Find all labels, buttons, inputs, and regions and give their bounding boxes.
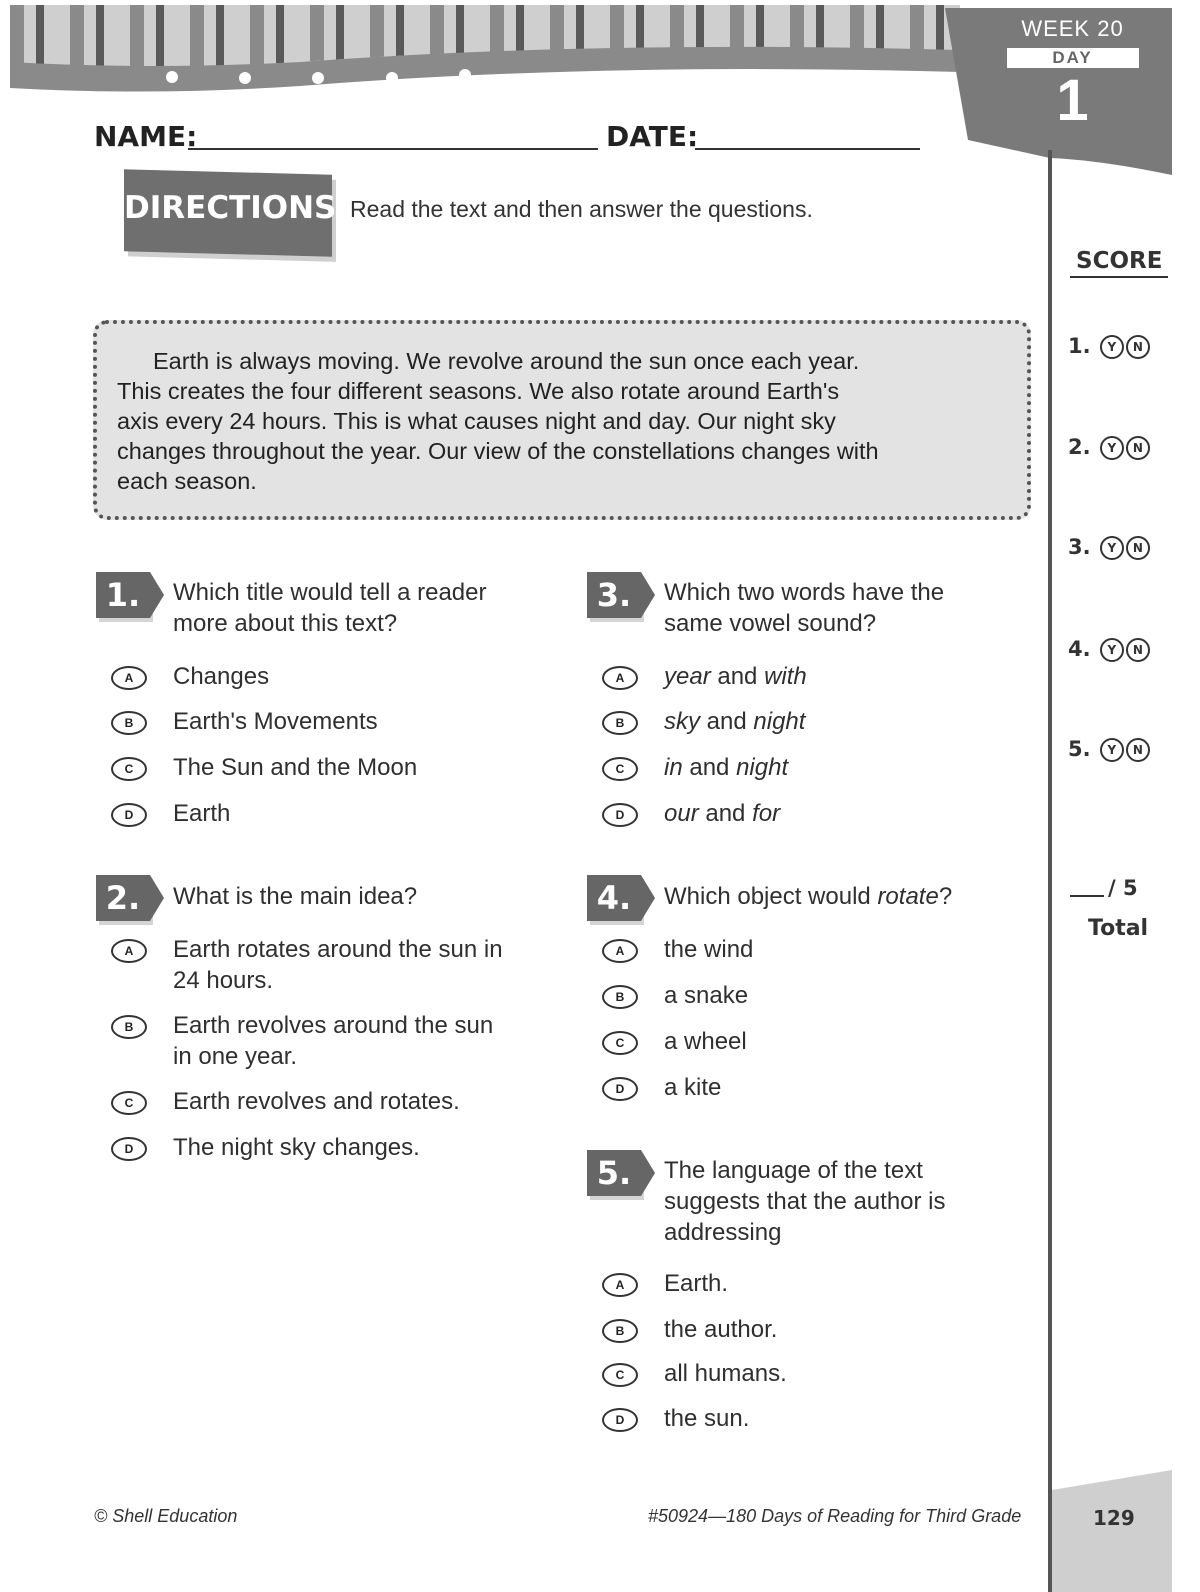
score-label: SCORE [1070,248,1168,278]
word: year [664,663,711,690]
option-text: Earth's Movements [173,708,378,735]
no-bubble[interactable]: N [1126,738,1150,762]
passage-line: Earth is always moving. We revolve around the sun once each year. [153,348,860,374]
question-1-text [173,577,486,639]
score-number: 1. [1068,334,1091,358]
score-item-1 [1068,334,1150,359]
word: with [764,663,807,690]
week-label: WEEK 20 [1021,16,1124,41]
question-4-badge: 4. [587,875,641,921]
total-score-field[interactable] [1070,895,1104,897]
option-text [173,934,503,996]
word: sky [664,708,700,735]
option-text: a kite [664,1074,722,1101]
score-item-5 [1068,737,1150,762]
question-text-line: suggests that the author is [664,1188,946,1215]
option-b-bubble[interactable]: B [111,711,147,735]
page-tab [1052,1470,1172,1592]
question-text-line: Which title would tell a reader [173,579,487,606]
day-label: DAY [1007,48,1139,68]
date-field[interactable] [695,148,920,150]
option-c-bubble[interactable]: C [602,1031,638,1055]
option-c-bubble[interactable]: C [602,1363,638,1387]
yes-bubble[interactable]: Y [1100,536,1124,560]
name-label: NAME: [94,120,198,153]
option-a-bubble[interactable]: A [111,666,147,690]
option-d-bubble[interactable]: D [602,803,638,827]
question-3-text [664,577,944,639]
option-text [173,1010,493,1072]
option-a-bubble[interactable]: A [602,939,638,963]
yes-bubble[interactable]: Y [1100,738,1124,762]
passage-line: each season. [117,468,257,494]
passage-line: This creates the four different seasons. We also rotate around Earth's [117,378,840,404]
option-c-bubble[interactable]: C [111,1091,147,1115]
option-text: the wind [664,936,754,963]
option-c-bubble[interactable]: C [602,757,638,781]
option-text: The night sky changes. [173,1134,420,1161]
option-text: Changes [173,663,270,690]
yes-bubble[interactable]: Y [1100,335,1124,359]
total-out-of: / 5 [1108,876,1138,900]
question-4-text [664,881,952,912]
option-a-bubble[interactable]: A [602,1273,638,1297]
question-text-part: ? [938,883,953,910]
day-number: 1 [1056,68,1089,133]
yes-bubble[interactable]: Y [1100,436,1124,460]
score-item-4 [1068,637,1150,662]
date-label: DATE: [606,120,699,153]
name-field[interactable] [188,148,598,150]
option-text [664,798,780,829]
question-1-badge: 1. [96,572,150,618]
word: in [664,754,683,781]
option-b-bubble[interactable]: B [111,1015,147,1039]
no-bubble[interactable]: N [1126,335,1150,359]
option-a-bubble[interactable]: A [111,939,147,963]
option-text: the author. [664,1316,778,1343]
option-text: a snake [664,982,749,1009]
sidebar-divider [1048,150,1052,1592]
option-text: the sun. [664,1405,750,1432]
option-text-line: in one year. [173,1043,298,1070]
yes-bubble[interactable]: Y [1100,638,1124,662]
score-number: 2. [1068,435,1091,459]
question-text-italic: rotate [877,883,939,910]
conjunction: and [717,663,758,690]
option-text [664,706,805,737]
option-d-bubble[interactable]: D [602,1408,638,1432]
option-b-bubble[interactable]: B [602,985,638,1009]
question-5-badge: 5. [587,1150,641,1196]
week-day-tab [1000,16,1145,132]
conjunction: and [689,754,730,781]
word: night [753,708,806,735]
no-bubble[interactable]: N [1126,638,1150,662]
option-text: Earth revolves and rotates. [173,1088,460,1115]
page-number: 129 [1093,1506,1135,1530]
no-bubble[interactable]: N [1126,536,1150,560]
question-text-line: same vowel sound? [664,610,877,637]
option-text [664,661,807,692]
passage-line: changes throughout the year. Our view of the constellations changes with [117,438,879,464]
word: our [664,800,699,827]
conjunction: and [706,708,747,735]
option-d-bubble[interactable]: D [111,1137,147,1161]
question-text-line: Which two words have the [664,579,945,606]
score-item-2 [1068,435,1150,460]
option-a-bubble[interactable]: A [602,666,638,690]
score-number: 3. [1068,535,1091,559]
directions-text: Read the text and then answer the questions. [350,196,813,222]
option-text: The Sun and the Moon [173,754,418,781]
option-text: Earth [173,800,231,827]
score-item-3 [1068,535,1150,560]
question-text-part: Which object would [664,883,878,910]
option-c-bubble[interactable]: C [111,757,147,781]
option-text-line: Earth revolves around the sun [173,1012,494,1039]
score-number: 5. [1068,737,1091,761]
option-b-bubble[interactable]: B [602,711,638,735]
question-3-badge: 3. [587,572,641,618]
question-5-text [664,1155,946,1248]
score-number: 4. [1068,637,1091,661]
option-b-bubble[interactable]: B [602,1319,638,1343]
option-text-line: Earth rotates around the sun in [173,936,503,963]
reading-passage [93,320,1031,520]
question-2-badge: 2. [96,875,150,921]
question-text-line: addressing [664,1219,782,1246]
option-d-bubble[interactable]: D [111,803,147,827]
option-text: Earth. [664,1270,729,1297]
word: night [736,754,789,781]
option-text [664,752,788,783]
conjunction: and [705,800,746,827]
question-2-text: What is the main idea? [173,883,418,910]
option-text-line: 24 hours. [173,967,274,994]
question-text-line: more about this text? [173,610,398,637]
option-text: a wheel [664,1028,747,1055]
footer-copyright: © Shell Education [94,1506,238,1526]
footer-book-title: #50924—180 Days of Reading for Third Grade [648,1506,1022,1526]
total-label: Total [1088,916,1149,941]
word: for [752,800,781,827]
option-text: all humans. [664,1360,787,1387]
no-bubble[interactable]: N [1126,436,1150,460]
passage-line: axis every 24 hours. This is what causes night and day. Our night sky [117,408,836,434]
question-text-line: The language of the text [664,1157,923,1184]
option-d-bubble[interactable]: D [602,1077,638,1101]
directions-badge-label: DIRECTIONS [124,190,337,226]
